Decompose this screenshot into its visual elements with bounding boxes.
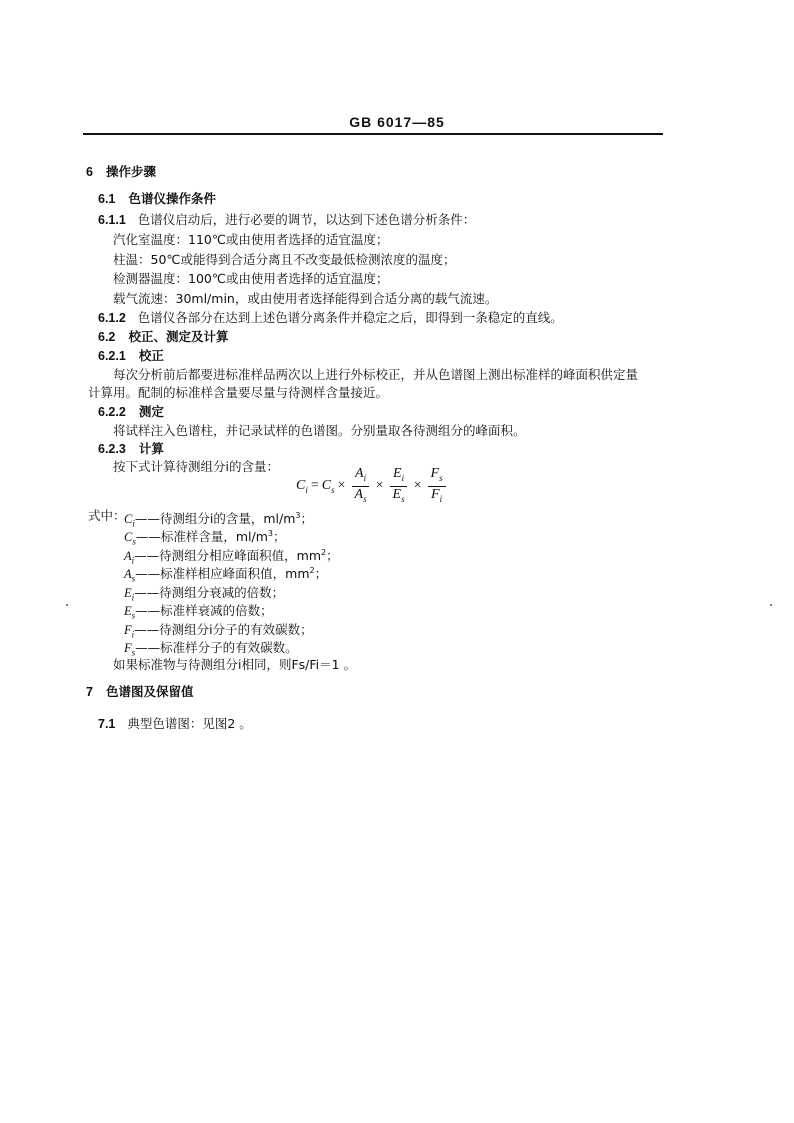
variable-definition-row: $A_i——$待测组分相应峰面积值，$mm^2$；: [124, 548, 339, 566]
section-6-1-1: 6.1.1 色谱仪启动后，进行必要的调节，以达到下述色谱分析条件：: [98, 212, 476, 227]
fraction-area: $\frac{A_i}{A_s}$: [352, 466, 370, 507]
section-7-heading: 7 色谱图及保留值: [86, 684, 194, 699]
section-6-1-heading: 6.1 色谱仪操作条件: [98, 191, 216, 206]
variable-definition-row: $F_s——$标准样分子的有效碳数。: [124, 640, 298, 658]
section-6-2-heading: 6.2 校正、测定及计算: [98, 329, 229, 344]
where-lead: 式中：: [88, 508, 126, 523]
section-7-1: 7.1 典型色谱图：见图2 。: [98, 716, 252, 731]
paragraph-calculation-intro: 按下式计算待测组分i的含量：: [113, 459, 279, 474]
section-6-2-3-heading: 6.2.3 计算: [98, 441, 164, 456]
paragraph-measurement: 将试样注入色谱柱，并记录试样的色谱图。分别量取各待测组分的峰面积。: [113, 423, 526, 438]
section-6-2-2-heading: 6.2.2 测定: [98, 404, 164, 419]
variable-definition-row: $A_s——$标准样相应峰面积值，$mm^2$；: [124, 566, 328, 584]
condition-column-temp: 柱温：50℃或能得到合适分离且不改变最低检测浓度的温度；: [113, 252, 456, 267]
section-6-1-2: 6.1.2 色谱仪各部分在达到上述色谱分离条件并稳定之后，即得到一条稳定的直线。: [98, 310, 563, 325]
note-same-component: 如果标准物与待测组分i相同，则Fs/Fi＝1 。: [113, 657, 357, 672]
section-6-2-1-heading: 6.2.1 校正: [98, 348, 164, 363]
scan-speck: [66, 604, 68, 606]
variable-definition-row: $C_i——$待测组分i的含量，$ml/m^3$；: [124, 511, 313, 529]
variable-definition-row: $E_s——$标准样衰减的倍数；: [124, 603, 273, 621]
section-6-heading: 6 操作步骤: [86, 164, 157, 179]
fraction-carbon-number: $\frac{F_s}{F_i}$: [428, 466, 446, 507]
condition-vaporizer-temp: 汽化室温度：110℃或由使用者选择的适宜温度；: [113, 232, 389, 247]
variable-definition-row: $F_i——$待测组分i分子的有效碳数；: [124, 622, 313, 640]
content-formula: $C_i$ = $C_s$ × $\frac{A_i}{A_s}$ × $\frac{E_i}{E_s}$ × $\frac{F_s}{F_i}$: [296, 466, 449, 506]
standard-code-header: GB 6017—85: [349, 114, 445, 130]
header-rule: [83, 133, 663, 135]
variable-definition-row: $E_i——$待测组分衰减的倍数；: [124, 585, 285, 603]
paragraph-calibration-line1: 每次分析前后都要进标准样品两次以上进行外标校正，并从色谱图上测出标准样的峰面积供定量: [113, 367, 639, 382]
condition-carrier-gas: 载气流速：30ml/min，或由使用者选择能得到合适分离的载气流速。: [113, 291, 498, 306]
condition-detector-temp: 检测器温度：100℃或由使用者选择的适宜温度；: [113, 271, 389, 286]
fraction-attenuation: $\frac{E_i}{E_s}$: [390, 466, 408, 507]
scan-speck: [770, 604, 772, 606]
variable-definition-row: $C_s——$标准样含量，$ml/m^3$；: [124, 529, 286, 547]
paragraph-calibration-line2: 计算用。配制的标准样含量要尽量与待测样含量接近。: [88, 385, 389, 400]
